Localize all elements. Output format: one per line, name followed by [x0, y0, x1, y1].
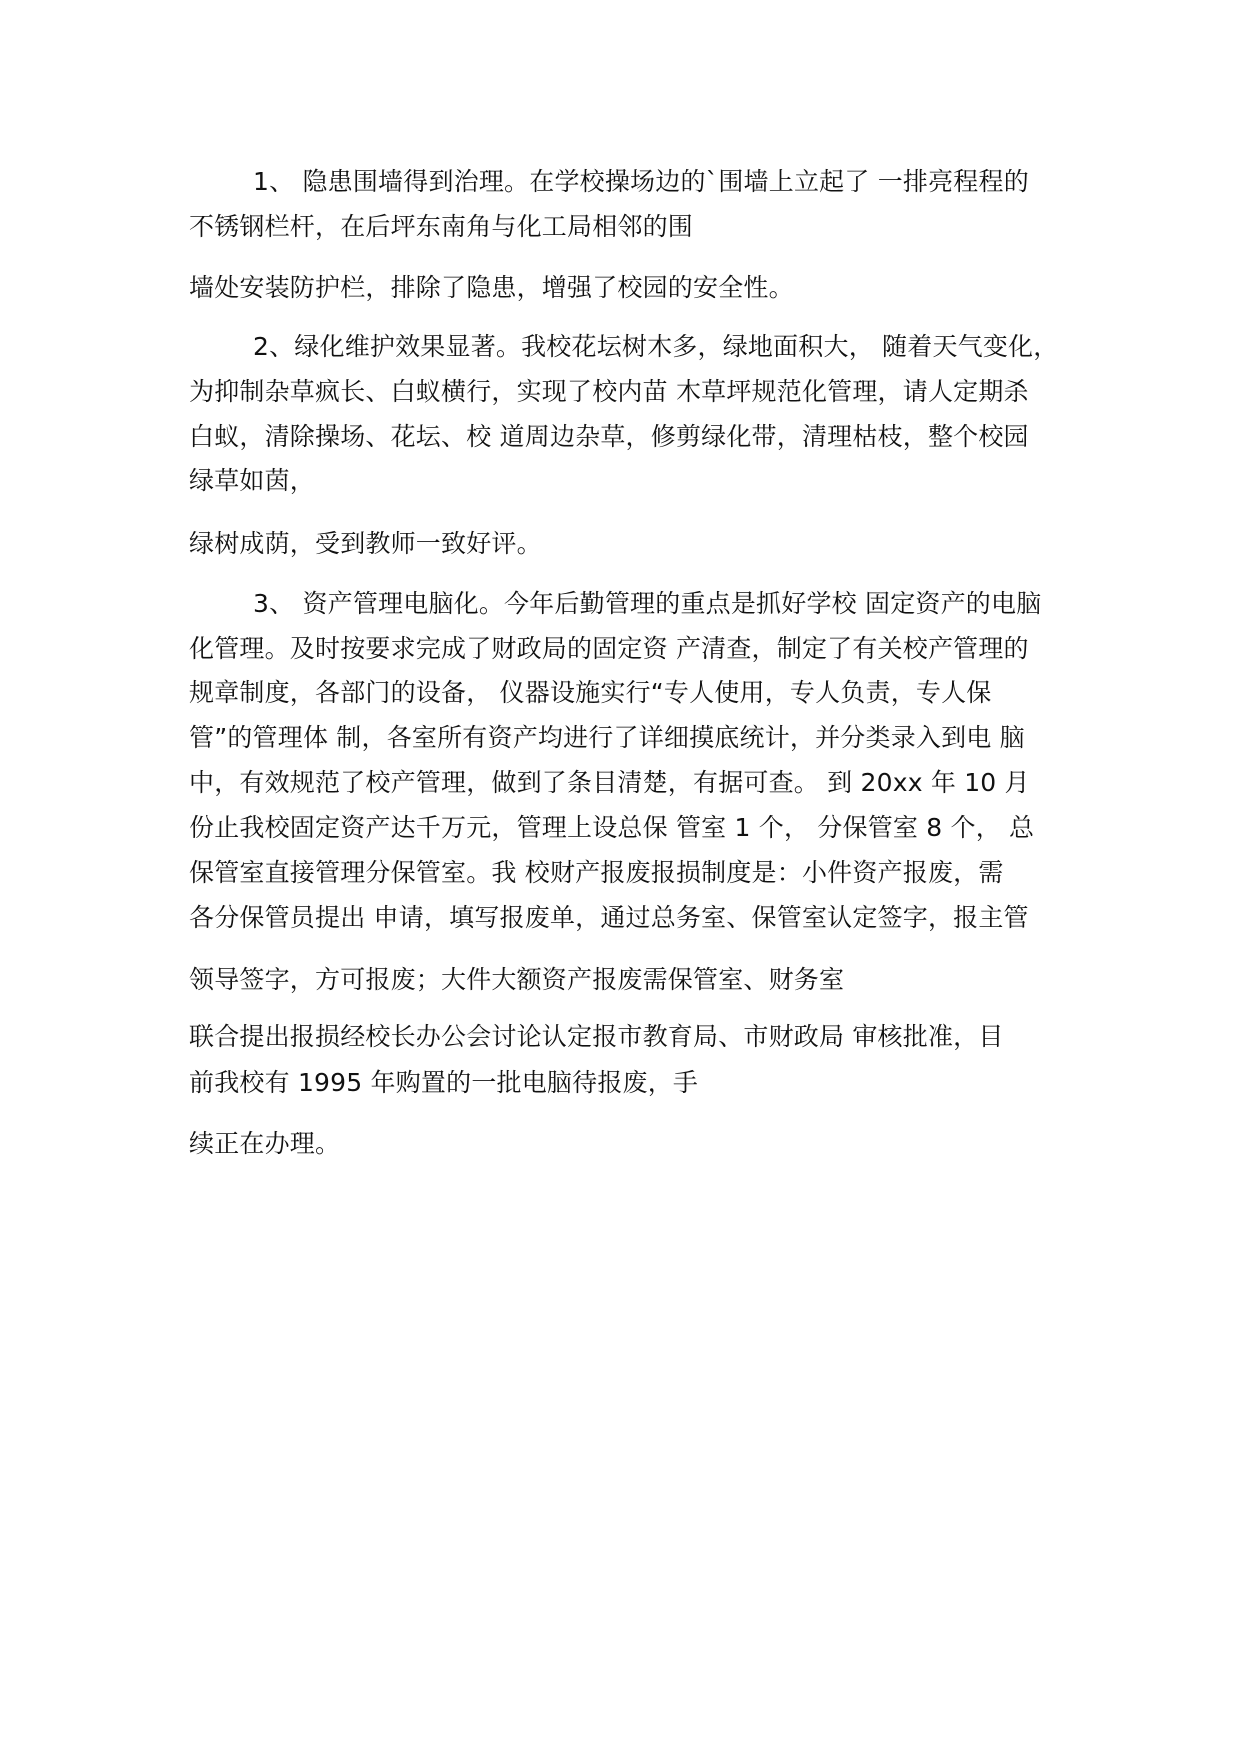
item-3-line-2: 化管理。及时按要求完成了财政局的固定资 产清查，制定了有关校产管理的 — [189, 634, 1029, 663]
item-3-line-4: 管”的管理体 制，各室所有资产均进行了详细摸底统计，并分类录入到电 脑 — [189, 723, 1025, 752]
item-3-line-6: 份止我校固定资产达千万元，管理上设总保 管室 1 个， 分保管室 8 个， 总 — [189, 813, 1035, 842]
item-2-line-2: 为抑制杂草疯长、白蚁横行，实现了校内苗 木草坪规范化管理，请人定期杀 — [189, 377, 1029, 406]
item-3-line-10: 联合提出报损经校长办公会讨论认定报市教育局、市财政局 审核批准，目 — [189, 1022, 1004, 1051]
item-3-line-7: 保管室直接管理分保管室。我 校财产报废报损制度是：小件资产报废，需 — [189, 858, 1004, 887]
item-3-line-11: 前我校有 1995 年购置的一批电脑待报废，手 — [189, 1068, 699, 1097]
item-1-line-1: 1、 隐患围墙得到治理。在学校操场边的`围墙上立起了 一排亮程程的 — [253, 167, 1029, 196]
item-3-line-5: 中，有效规范了校产管理，做到了条目清楚，有据可查。 到 20xx 年 10 月 — [189, 768, 1030, 797]
item-2-line-5: 绿树成荫，受到教师一致好评。 — [189, 529, 542, 558]
item-3-line-12: 续正在办理。 — [189, 1129, 341, 1158]
item-1-line-3: 墙处安装防护栏，排除了隐患，增强了校园的安全性。 — [189, 273, 794, 302]
item-2-line-1: 2、绿化维护效果显著。我校花坛树木多，绿地面积大， 随着天气变化， — [253, 332, 1059, 361]
item-3-line-9: 领导签字，方可报废；大件大额资产报废需保管室、财务室 — [189, 965, 845, 994]
item-3-line-1: 3、 资产管理电脑化。今年后勤管理的重点是抓好学校 固定资产的电脑 — [253, 589, 1042, 618]
item-1-line-2: 不锈钢栏杆，在后坪东南角与化工局相邻的围 — [189, 212, 694, 241]
item-3-line-3: 规章制度，各部门的设备， 仪器设施实行“专人使用，专人负责，专人保 — [189, 678, 992, 707]
item-2-line-4: 绿草如茵， — [189, 466, 316, 495]
item-2-line-3: 白蚁，清除操场、花坛、校 道周边杂草，修剪绿化带，清理枯枝，整个校园 — [189, 422, 1029, 451]
item-3-line-8: 各分保管员提出 申请，填写报废单，通过总务室、保管室认定签字，报主管 — [189, 903, 1029, 932]
